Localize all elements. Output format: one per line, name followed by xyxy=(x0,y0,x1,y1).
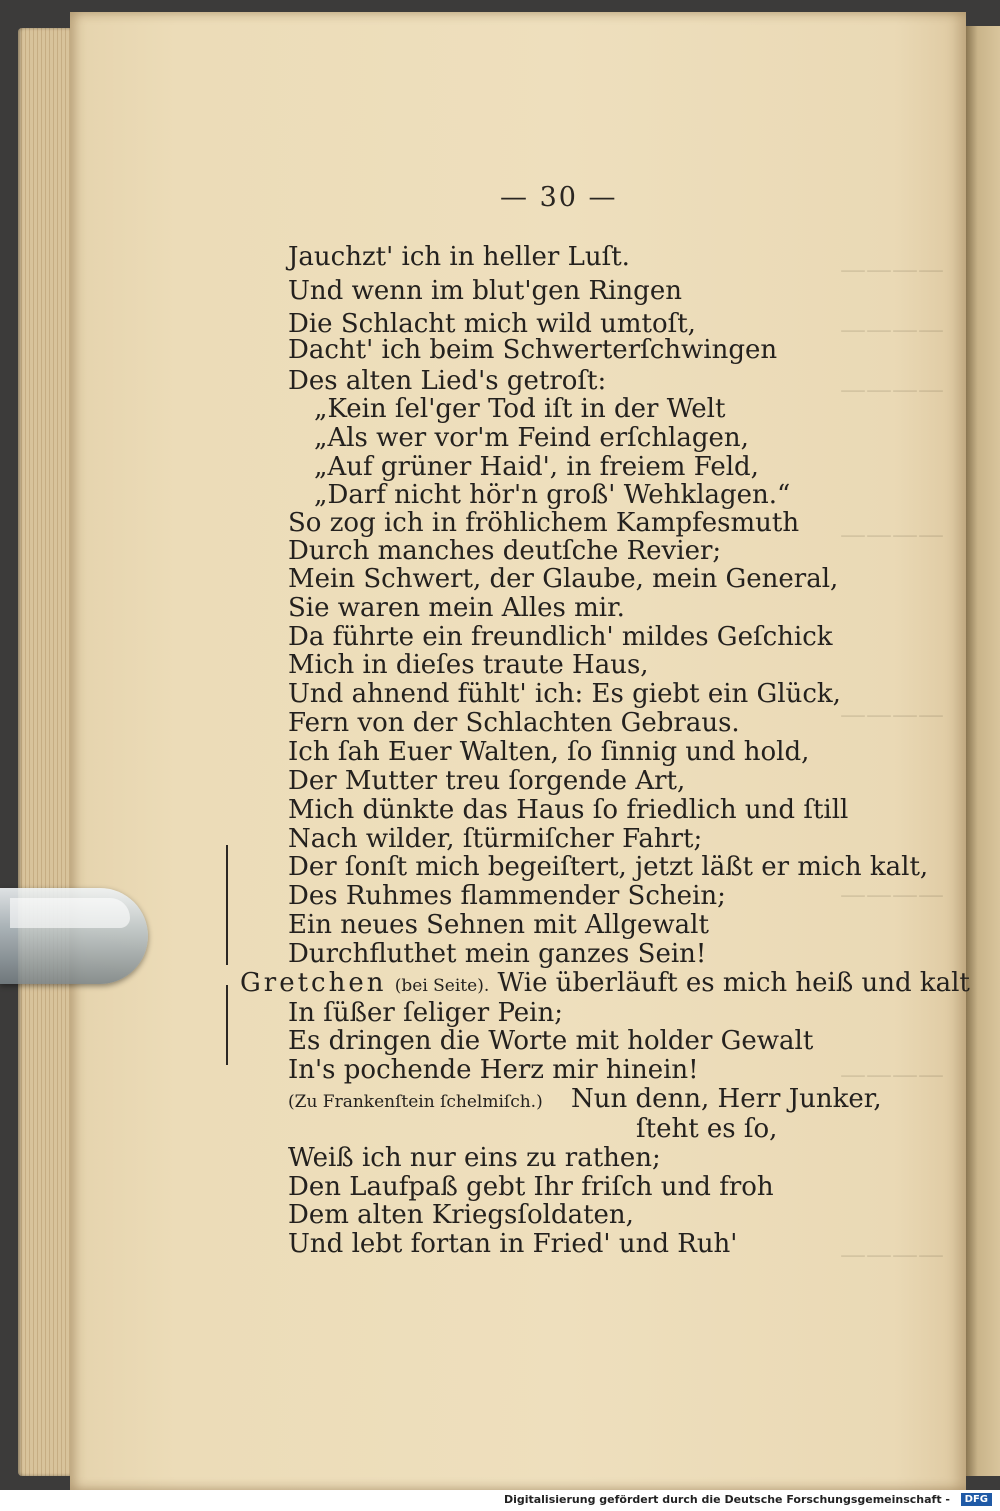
dfg-logo: DFG xyxy=(961,1493,992,1506)
verse-line: Und wenn im blut'gen Ringen xyxy=(288,276,682,306)
verse-line: Ein neues Sehnen mit Allgewalt xyxy=(288,910,709,940)
verse-line: In's pochende Herz mir hinein! xyxy=(288,1055,699,1085)
verse-line: Dacht' ich beim Schwerterſchwingen xyxy=(288,335,778,365)
verse-line: Der Mutter treu ſorgende Art, xyxy=(288,766,686,796)
next-page-edge xyxy=(966,26,1000,1476)
verse-line: Ich ſah Euer Walten, ſo ſinnig und hold, xyxy=(288,737,810,767)
verse-line: Die Schlacht mich wild umtoſt, xyxy=(288,309,696,339)
speech-text: Wie überläuft es mich heiß und kalt xyxy=(497,968,970,998)
verse-line: Es dringen die Worte mit holder Gewalt xyxy=(288,1026,814,1056)
verse-line: So zog ich in fröhlichem Kampfesmuth xyxy=(288,508,800,538)
verse-line: Weiß ich nur eins zu rathen; xyxy=(288,1143,661,1173)
glass-page-weight xyxy=(0,888,148,984)
bleed-through: ———— xyxy=(840,520,944,550)
verse-line: Mein Schwert, der Glaube, mein General, xyxy=(288,564,839,594)
stage-direction: (bei Seite). xyxy=(394,976,490,996)
speaker-line xyxy=(240,968,970,1001)
speech-text: Nun denn, Herr Junker, xyxy=(570,1084,882,1114)
verse-line: Fern von der Schlachten Gebraus. xyxy=(288,708,740,738)
verse-line-continued: ſteht es ſo, xyxy=(636,1114,778,1144)
verse-line: Des Ruhmes flammender Schein; xyxy=(288,881,726,911)
bleed-through: ———— xyxy=(840,1240,944,1270)
direction-line xyxy=(288,1084,882,1117)
verse-line: Des alten Lied's getroſt: xyxy=(288,366,607,396)
margin-bracket xyxy=(226,985,238,1065)
verse-line-quote: „Darf nicht hör'n groß' Wehklagen.“ xyxy=(314,480,791,510)
bleed-through: ———— xyxy=(840,315,944,345)
verse-line: Jauchzt' ich in heller Luſt. xyxy=(288,242,630,272)
verse-line-quote: „Kein ſel'ger Tod iſt in der Welt xyxy=(314,394,726,424)
verse-line: Durch manches deutſche Revier; xyxy=(288,536,722,566)
funding-credit: Digitalisierung gefördert durch die Deutsche Forschungsgemeinschaft - xyxy=(503,1493,950,1506)
bleed-through: ———— xyxy=(840,375,944,405)
verse-line: Dem alten Kriegsſoldaten, xyxy=(288,1200,634,1230)
footer-bar xyxy=(0,1490,1000,1511)
verse-line: Und ahnend fühlt' ich: Es giebt ein Glück, xyxy=(288,679,841,709)
stage-direction: (Zu Frankenſtein ſchelmiſch.) xyxy=(288,1092,543,1112)
verse-line: Den Laufpaß gebt Ihr friſch und froh xyxy=(288,1172,774,1202)
speaker-name: Gretchen xyxy=(240,968,387,998)
bleed-through: ———— xyxy=(840,700,944,730)
verse-line-quote: „Auf grüner Haid', in freiem Feld, xyxy=(314,452,759,482)
verse-line: Nach wilder, ſtürmiſcher Fahrt; xyxy=(288,824,703,854)
margin-bracket xyxy=(226,845,238,965)
verse-line: Und lebt fortan in Fried' und Ruh' xyxy=(288,1229,738,1259)
verse-line: Da führte ein freundlich' mildes Geſchick xyxy=(288,622,833,652)
verse-line: Der ſonſt mich begeiſtert, jetzt läßt er mich kalt, xyxy=(288,852,929,882)
bleed-through: ———— xyxy=(840,880,944,910)
bleed-through: ———— xyxy=(840,1060,944,1090)
page-number: — 30 — xyxy=(500,182,618,213)
glass-highlight xyxy=(10,898,130,928)
bleed-through: ———— xyxy=(840,255,944,285)
verse-line-quote: „Als wer vor'm Feind erſchlagen, xyxy=(314,423,749,453)
verse-line: Durchfluthet mein ganzes Sein! xyxy=(288,939,707,969)
verse-line: Mich in dieſes traute Haus, xyxy=(288,650,649,680)
verse-line: Sie waren mein Alles mir. xyxy=(288,593,625,623)
verse-line: Mich dünkte das Haus ſo friedlich und ſtill xyxy=(288,795,849,825)
verse-line: In ſüßer ſeliger Pein; xyxy=(288,998,563,1028)
